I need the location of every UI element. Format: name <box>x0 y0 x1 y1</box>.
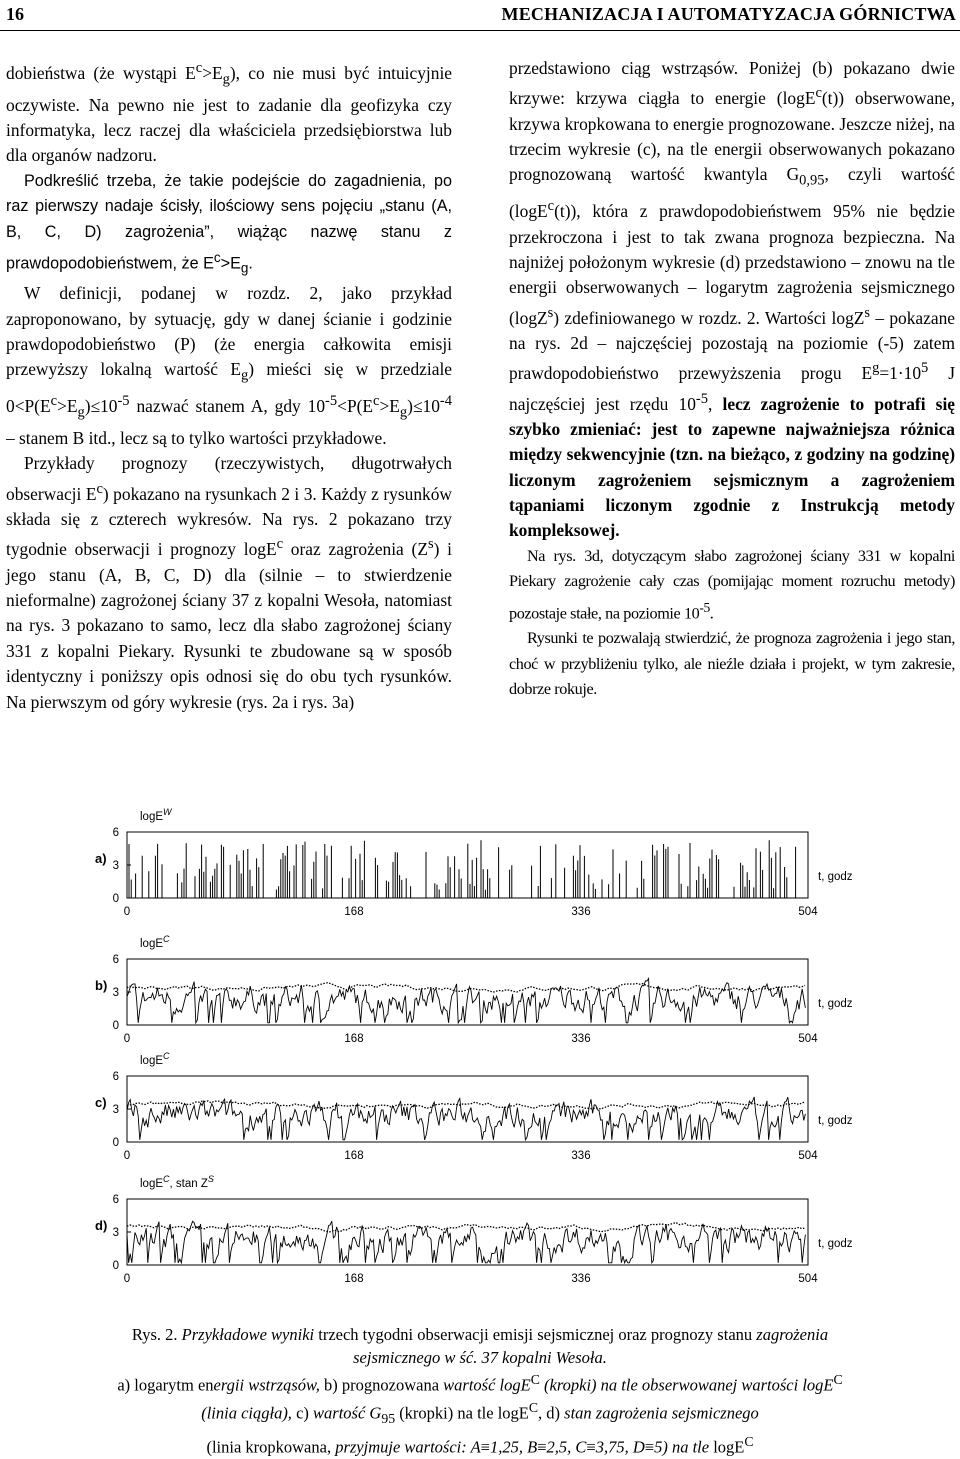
figure-panel-2 <box>95 934 853 1045</box>
observed-series <box>127 979 805 1023</box>
x-tick-label: 168 <box>344 1033 364 1045</box>
y-tick-label: 0 <box>112 1020 119 1032</box>
figure-caption <box>0 1324 960 1459</box>
x-tick-label: 336 <box>571 1033 591 1045</box>
plot-frame <box>127 1076 808 1142</box>
observed-series <box>127 1097 805 1140</box>
left-column <box>6 56 452 715</box>
header-rule <box>0 30 960 31</box>
x-tick-label: 0 <box>123 906 131 918</box>
right-paragraph-2: Na rys. 3d, dotyczącym słabo zagrożonej ściany 331 w kopalni Piekary zagrożenie cały czas (pomijając moment rozruchu metody) pozostaje stałe, na poziomie $10^{-5}$. <box>509 546 955 622</box>
caption-line-4: (linia ciągła), c) wartość $G_{95}$ (kropki) na tle logE$^C$, d) stan zagrożenia sejsmicznego <box>201 1400 759 1427</box>
caption-line-5: (linia kropkowana, przyjmuje wartości: A≡1,25, B≡2,5, C≡3,75, D≡5) na tle logE$^C$ <box>206 1433 754 1457</box>
figure-panel-1 <box>95 808 853 918</box>
x-axis-label: t, godz <box>818 998 853 1010</box>
observed-series <box>127 1221 805 1263</box>
x-tick-label: 168 <box>344 1150 364 1162</box>
right-paragraph-1: przedstawiono ciąg wstrząsów. Poniżej (b) pokazano dwie krzywe: krzywa ciągła to energie (logE$^c$(t)) obserwowane, krzywa kropkowana to energie prognozowane. Jeszcze niżej, na trzecim wykresie (c), na tle energii obserwowanych pokazano prognozowaną wartość kwantyla $G_{0,95}$, czyli wartość (logE$^c$(t)), która z prawdopodobieństwem 95% nie będzie przekroczona i jest to tak zwana prognoza bezpieczna. Na najniżej położonym wykresie (d) przedstawiono – znowu na tle energii obserwowanych – logarytm zagrożenia sejsmicznego (logZ$^s$) zdefiniowanego w rozdz. 2. Wartości logZ$^s$ – pokazane na rys. 2d – najczęściej pozostają na poziomie (-5) zatem prawdopodobieństwo przewyższenia progu $E^g=1\cdot 10^5$ J najczęściej jest rzędu $10^{-5}$, lecz zagrożenie to potrafi się szybko zmieniać: jest to zapewne najważniejsza różnica między sekwencyjnie (tzn. na bieżąco, z godziny na godzinę) liczonym zagrożeniem sejsmicznym a zagrożeniem tąpaniami liczonym zgodnie z Instrukcją metody kompleksowej. <box>509 58 956 541</box>
x-tick-label: 0 <box>123 1033 131 1045</box>
forecast-series <box>127 983 805 993</box>
x-tick-label: 168 <box>344 906 364 918</box>
right-paragraph-3: Rysunki te pozwalają stwierdzić, że prognoza zagrożenia i jego stan, choć w przybliżeniu tylko, ale nieźle działa i projekt, w tym zakresie, dobrze rokuje. <box>509 629 955 699</box>
y-tick-label: 0 <box>112 893 119 905</box>
y-tick-label: 3 <box>112 860 119 872</box>
y-tick-label: 6 <box>112 1194 119 1206</box>
y-tick-label: 3 <box>112 1104 119 1116</box>
panel-label: d) <box>95 1218 108 1233</box>
x-tick-label: 504 <box>798 1033 818 1045</box>
figure-panel-4 <box>95 1174 853 1285</box>
left-paragraph-2: Podkreślić trzeba, że takie podejście do zagadnienia, po raz pierwszy nadaje ścisły, ilościowy sens pojęciu „stanu (A, B, C, D) zagrożenia”, wiążąc nazwę stanu z prawdopodobieństwem, że $E^c>E_g$. <box>6 171 452 276</box>
caption-line-2: sejsmicznego w ść. 37 kopalni Wesoła. <box>353 1347 607 1367</box>
y-tick-label: 6 <box>112 1071 119 1083</box>
y-tick-label: 0 <box>112 1260 119 1272</box>
panel-title: logE$^C$ <box>140 1051 170 1067</box>
x-axis-label: t, godz <box>818 1115 853 1127</box>
caption-line-1: Rys. 2. Przykładowe wyniki trzech tygodni obserwacji emisji sejsmicznej oraz prognozy stanu zagrożenia <box>131 1325 829 1344</box>
left-paragraph-3: W definicji, podanej w rozdz. 2, jako przykład zaproponowano, by sytuację, gdy w danej ścianie i godzinie prawdopodobieństwo (P) (że energia całkowita emisji przewyższy lokalną wartość $E_g$) mieści się w przedziale $0<P(E^c>E_g)\le 10^{-5}$ nazwać stanem A, gdy $10^{-5}<P(E^c>E_g)\le 10^{-4}$ – stanem B itd., lecz są to tylko wartości przykładowe. <box>6 283 452 448</box>
y-tick-label: 0 <box>112 1137 119 1149</box>
right-column <box>509 56 955 703</box>
bold-statement: lecz zagrożenie to potrafi się szybko zmieniać: jest to zapewne najważniejsza różnica między sekwencyjnie (tzn. na bieżąco, z godziny na godzinę) liczonym zagrożeniem sejsmicznym a zagrożeniem tąpaniami liczonym zgodnie z Instrukcją metody kompleksowej. <box>509 393 955 541</box>
y-tick-label: 6 <box>112 827 119 839</box>
spike-series <box>129 840 796 898</box>
journal-title: MECHANIZACJA I AUTOMATYZACJA GÓRNICTWA <box>501 4 956 24</box>
page-number: 16 <box>6 4 24 24</box>
panel-label: b) <box>95 978 108 993</box>
left-paragraph-4: Przykłady prognozy (rzeczywistych, długotrwałych obserwacji $E^c$) pokazano na rysunkach 2 i 3. Każdy z rysunków składa się z czterech wykresów. Na rys. 2 pokazano trzy tygodnie obserwacji i prognozy logE$^c$ oraz zagrożenia $(Z^s)$ i jego stanu (A, B, C, D) dla (silnie – to stwierdzenie nieformalne) zagrożonej ściany 37 z kopalni Wesoła, natomiast na rys. 3 pokazano to samo, lecz dla słabo zagrożonej ściany 331 z kopalni Piekary. Rysunki te zbudowane są w sposób identyczny i poniższy opis odnosi się do obu tych rysunków. Na pierwszym od góry wykresie (rys. 2a i rys. 3a) <box>6 453 452 712</box>
panel-label: a) <box>95 851 107 866</box>
left-paragraph-1: dobieństwa (że wystąpi $E^c>E_g$), co nie musi być intuicyjnie oczywiste. Na pewno nie jest to zadanie dla geofizyka czy informatyka, lecz raczej dla właściciela przedsiębiorstwa lub dla organów nadzoru. <box>6 60 452 166</box>
x-tick-label: 168 <box>344 1273 364 1285</box>
page-header <box>0 0 960 40</box>
x-tick-label: 336 <box>571 1150 591 1162</box>
x-tick-label: 0 <box>123 1150 131 1162</box>
y-tick-label: 3 <box>112 1227 119 1239</box>
panel-title: logE$^C$ <box>140 934 170 950</box>
x-tick-label: 504 <box>798 1150 818 1162</box>
panel-title: logE$^W$ <box>140 808 172 823</box>
caption-prefix: Rys. 2. <box>131 1325 178 1344</box>
x-tick-label: 336 <box>571 1273 591 1285</box>
x-tick-label: 0 <box>123 1273 131 1285</box>
x-axis-label: t, godz <box>818 1238 853 1250</box>
panel-title: logE$^C$, stan $Z^S$ <box>140 1174 214 1190</box>
figure-panel-3 <box>95 1051 853 1162</box>
y-tick-label: 6 <box>112 954 119 966</box>
x-tick-label: 336 <box>571 906 591 918</box>
x-tick-label: 504 <box>798 906 818 918</box>
caption-line-3: a) logarytm energii wstrząsów, b) prognozowana wartość logE$^C$ (kropki) na tle obserwowanej wartości logE$^C$ <box>117 1372 843 1395</box>
x-tick-label: 504 <box>798 1273 818 1285</box>
y-tick-label: 3 <box>112 987 119 999</box>
figure-2 <box>0 808 960 1308</box>
x-axis-label: t, godz <box>818 871 853 883</box>
panel-label: c) <box>95 1095 107 1110</box>
